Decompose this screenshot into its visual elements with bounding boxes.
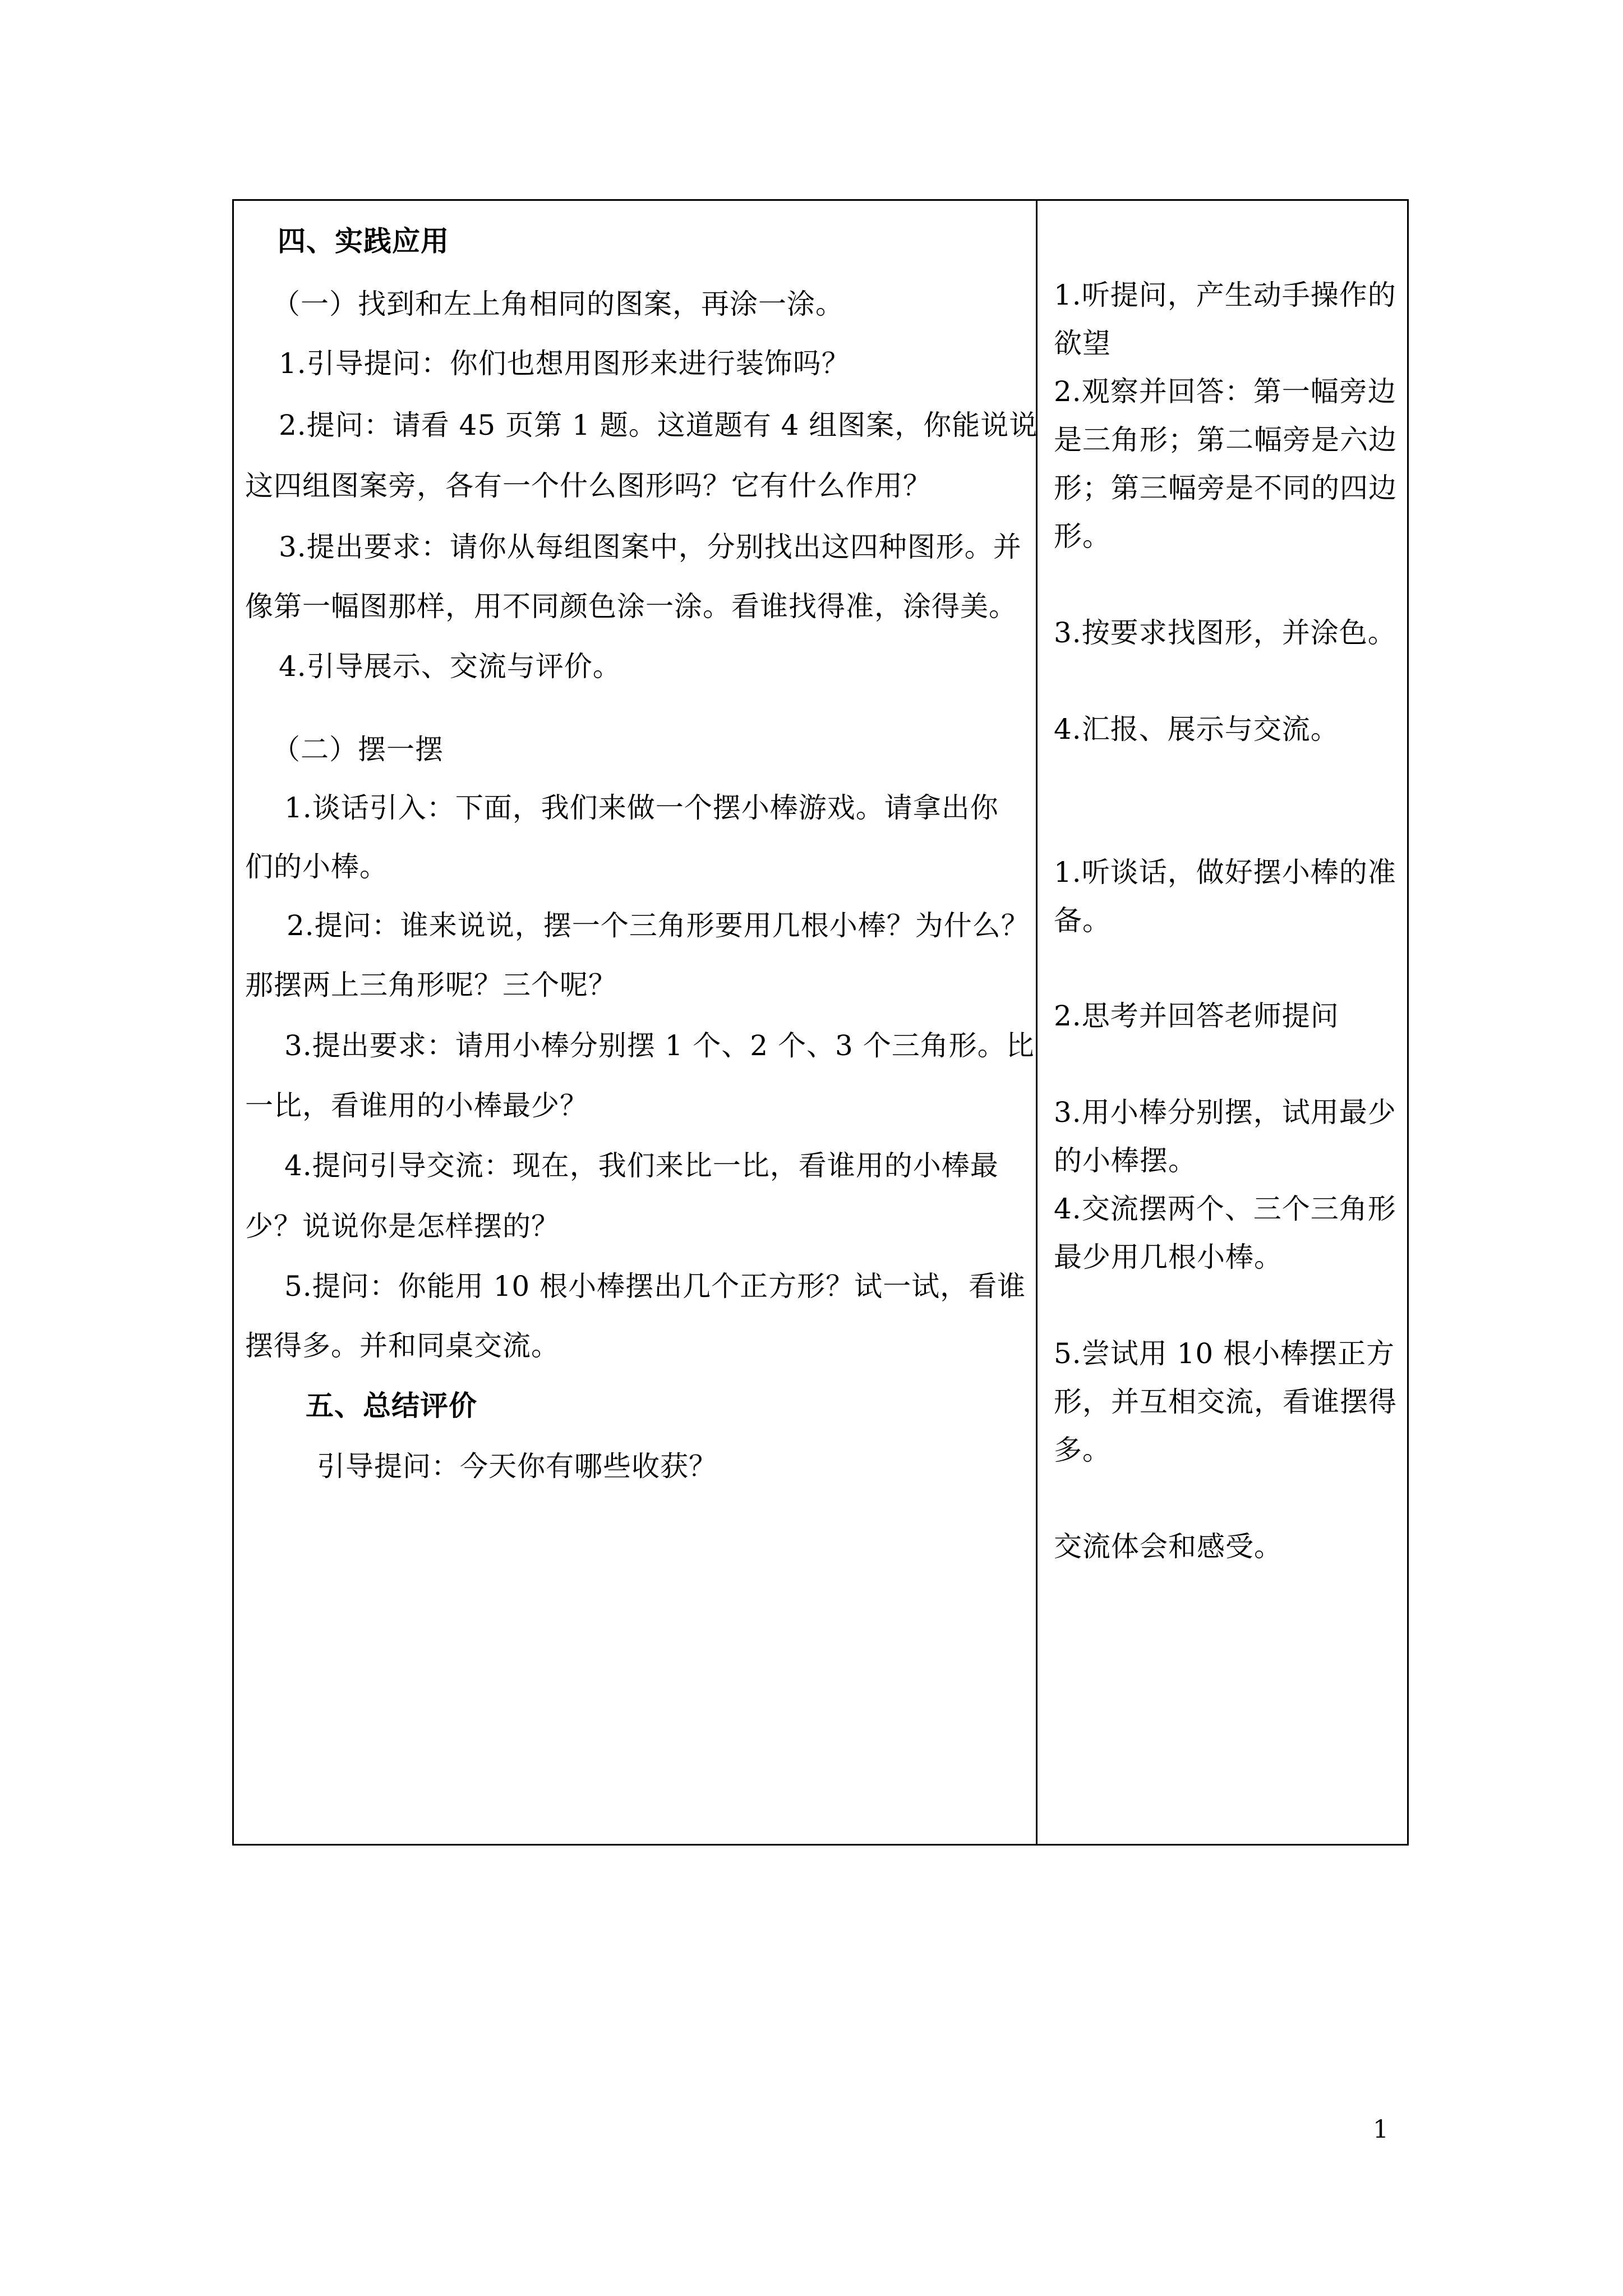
paragraph-line: 5.提问：你能用 10 根小棒摆出几个正方形？试一试，看谁: [284, 1270, 1026, 1303]
student-activity-line: 最少用几根小棒。: [1054, 1241, 1283, 1273]
student-activity-line: 欲望: [1054, 327, 1111, 360]
student-activity-line: 形。: [1054, 520, 1111, 553]
summary-text: 引导提问：今天你有哪些收获？: [317, 1450, 717, 1483]
paragraph-line: 摆得多。并和同桌交流。: [245, 1329, 560, 1362]
paragraph-line: 像第一幅图那样，用不同颜色涂一涂。看谁找得准，涂得美。: [245, 590, 1017, 623]
subsection-title-find-pattern: （一）找到和左上角相同的图案，再涂一涂。: [272, 288, 844, 320]
paragraph-line: 们的小棒。: [245, 850, 388, 883]
lesson-table: [232, 199, 1409, 1846]
student-activity-line: 2.观察并回答：第一幅旁边: [1054, 375, 1396, 408]
student-activity-line: 4.汇报、展示与交流。: [1054, 713, 1339, 746]
subsection-title-arrange-sticks: （二）摆一摆: [272, 733, 444, 766]
page-number: 1: [1373, 2115, 1389, 2144]
student-activity-line: 1.听谈话，做好摆小棒的准: [1054, 856, 1396, 889]
paragraph-line: 2.提问：谁来说说，摆一个三角形要用几根小棒？为什么？: [287, 909, 1030, 942]
paragraph-line: 4.提问引导交流：现在，我们来比一比，看谁用的小棒最: [284, 1149, 999, 1182]
student-activity-line: 交流体会和感受。: [1054, 1530, 1283, 1563]
student-activity-line: 多。: [1054, 1434, 1111, 1466]
student-activity-line: 3.用小棒分别摆，试用最少: [1054, 1096, 1396, 1129]
student-activity-line: 4.交流摆两个、三个三角形: [1054, 1193, 1396, 1225]
section-heading-practice: 四、实践应用: [278, 224, 449, 257]
paragraph-line: 一比，看谁用的小棒最少？: [245, 1089, 588, 1122]
paragraph-line: 这四组图案旁，各有一个什么图形吗？它有什么作用？: [245, 470, 932, 502]
student-activity-line: 是三角形；第二幅旁是六边: [1054, 424, 1397, 456]
student-activity-line: 的小棒摆。: [1054, 1144, 1197, 1177]
student-activity-line: 3.按要求找图形，并涂色。: [1054, 616, 1396, 649]
paragraph-line: 3.提出要求：请用小棒分别摆 1 个、2 个、3 个三角形。比: [284, 1029, 1035, 1062]
column-divider: [1036, 201, 1038, 1844]
paragraph-line: 1.谈话引入：下面，我们来做一个摆小棒游戏。请拿出你: [284, 792, 999, 824]
student-activity-line: 形，并互相交流，看谁摆得: [1054, 1386, 1397, 1418]
paragraph-line: 少？说说你是怎样摆的？: [245, 1210, 560, 1243]
paragraph-line: 1.引导提问：你们也想用图形来进行装饰吗？: [279, 347, 850, 380]
paragraph-line: 2.提问：请看 45 页第 1 题。这道题有 4 组图案，你能说说: [279, 409, 1038, 441]
student-activity-line: 5.尝试用 10 根小棒摆正方: [1054, 1337, 1395, 1370]
section-heading-summary: 五、总结评价: [306, 1389, 477, 1422]
paragraph-line: 3.提出要求：请你从每组图案中，分别找出这四种图形。并: [279, 531, 1022, 563]
paragraph-line: 那摆两上三角形呢？三个呢？: [245, 969, 617, 1001]
paragraph-line: 4.引导展示、交流与评价。: [279, 650, 621, 683]
student-activity-line: 1.听提问，产生动手操作的: [1054, 279, 1396, 311]
student-activity-line: 备。: [1054, 904, 1111, 937]
student-activity-line: 形；第三幅旁是不同的四边: [1054, 472, 1397, 504]
student-activity-line: 2.思考并回答老师提问: [1054, 1000, 1339, 1032]
